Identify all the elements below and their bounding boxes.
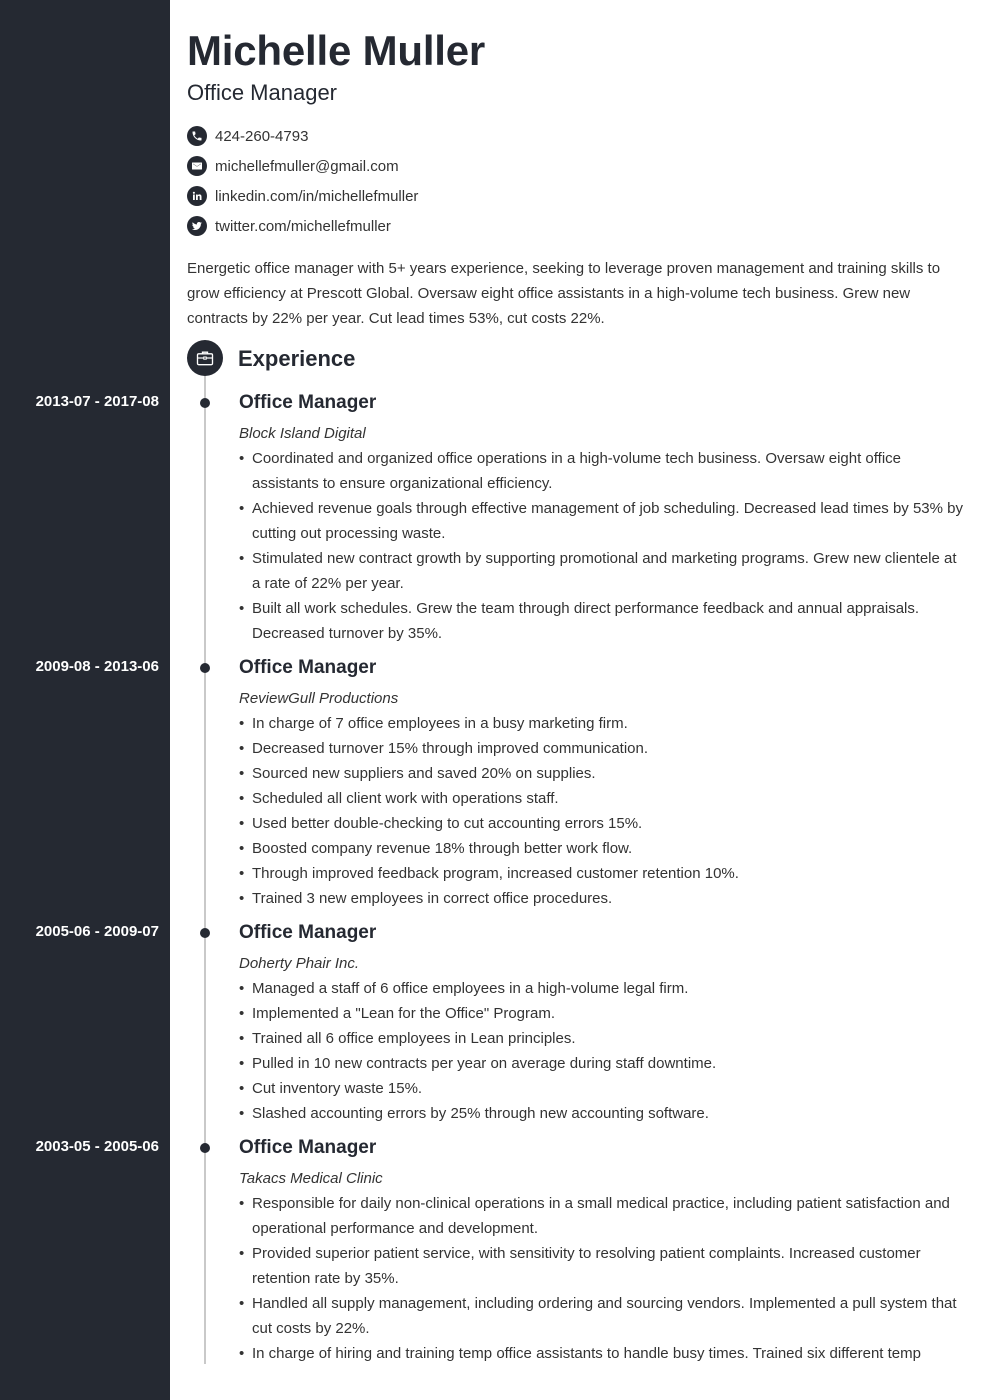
email-icon	[187, 156, 207, 176]
job-bullet: • Scheduled all client work with operations staff.	[239, 786, 969, 811]
job-bullet: • Responsible for daily non-clinical operations in a small medical practice, including patient satisfaction and operational performance and development.	[239, 1191, 969, 1241]
timeline-dot	[200, 928, 210, 938]
job-bullet: • Cut inventory waste 15%.	[239, 1076, 969, 1101]
twitter-icon	[187, 216, 207, 236]
job-bullet: • Provided superior patient service, with sensitivity to resolving patient complaints. Increased customer retention rate by 35%.	[239, 1241, 969, 1291]
job-bullets	[239, 711, 969, 911]
job-title: Office Manager	[239, 392, 377, 413]
job-bullet: • Achieved revenue goals through effective management of job scheduling. Decreased lead times by 53% by cutting out processing waste.	[239, 496, 969, 546]
sidebar	[0, 0, 170, 1400]
summary: Energetic office manager with 5+ years experience, seeking to leverage proven management and training skills to grow efficiency at Prescott Global. Oversaw eight office assistants in a high-volume tech business. Grew new contracts by 22% per year. Cut lead times 53%, cut costs 22%.	[187, 260, 941, 327]
job-bullet: • Boosted company revenue 18% through better work flow.	[239, 836, 969, 861]
contact-email	[187, 151, 418, 181]
job-bullet: • Built all work schedules. Grew the team through direct performance feedback and annual appraisals. Decreased turnover by 35%.	[239, 596, 969, 646]
timeline-dot	[200, 663, 210, 673]
job-bullet: • Used better double-checking to cut accounting errors 15%.	[239, 811, 969, 836]
job-bullet: • Stimulated new contract growth by supporting promotional and marketing programs. Grew new clientele at a rate of 22% per year.	[239, 546, 969, 596]
job-bullet: • Trained all 6 office employees in Lean principles.	[239, 1026, 969, 1051]
linkedin-icon	[187, 186, 207, 206]
experience-heading: Experience	[238, 346, 356, 371]
timeline-dot	[200, 1143, 210, 1153]
candidate-name: Michelle Muller	[187, 27, 486, 74]
job-company: Doherty Phair Inc.	[239, 955, 360, 972]
contact-text: twitter.com/michellefmuller	[215, 217, 391, 235]
candidate-title: Office Manager	[187, 80, 338, 105]
job-bullet: • Implemented a "Lean for the Office" Program.	[239, 1001, 969, 1026]
contact-linkedin	[187, 181, 418, 211]
job-bullet: • Coordinated and organized office operations in a high-volume tech business. Oversaw eight office assistants to ensure organizational efficiency.	[239, 446, 969, 496]
job-entry	[239, 921, 969, 1126]
job-bullets	[239, 1191, 969, 1366]
contact-text: linkedin.com/in/michellefmuller	[215, 187, 419, 205]
job-company: Block Island Digital	[239, 425, 366, 442]
job-dates: 2009-08 - 2013-06	[35, 658, 159, 675]
job-bullet: • In charge of 7 office employees in a busy marketing firm.	[239, 711, 969, 736]
job-title: Office Manager	[239, 922, 377, 943]
timeline-dot	[200, 398, 210, 408]
timeline-line	[204, 376, 206, 1364]
job-bullet: • Through improved feedback program, increased customer retention 10%.	[239, 861, 969, 886]
contact-text: michellefmuller@gmail.com	[215, 157, 399, 175]
contact-list	[187, 121, 418, 241]
contact-phone	[187, 121, 418, 151]
job-bullet: • In charge of hiring and training temp office assistants to handle busy times. Trained six different temp	[239, 1341, 969, 1366]
job-bullets	[239, 446, 969, 646]
contact-text: 424-260-4793	[215, 127, 309, 145]
phone-icon	[187, 126, 207, 146]
job-entry	[239, 656, 969, 911]
job-entry	[239, 391, 969, 646]
job-entry	[239, 1136, 969, 1366]
job-bullet: • Slashed accounting errors by 25% through new accounting software.	[239, 1101, 969, 1126]
job-title: Office Manager	[239, 1137, 377, 1158]
job-bullet: • Trained 3 new employees in correct office procedures.	[239, 886, 969, 911]
job-dates: 2005-06 - 2009-07	[35, 923, 159, 940]
job-bullet: • Managed a staff of 6 office employees in a high-volume legal firm.	[239, 976, 969, 1001]
job-company: Takacs Medical Clinic	[239, 1170, 383, 1187]
job-title: Office Manager	[239, 657, 377, 678]
job-bullet: • Handled all supply management, including ordering and sourcing vendors. Implemented a pull system that cut costs by 22%.	[239, 1291, 969, 1341]
contact-twitter	[187, 211, 418, 241]
job-bullet: • Sourced new suppliers and saved 20% on supplies.	[239, 761, 969, 786]
briefcase-icon	[187, 340, 223, 376]
job-dates: 2013-07 - 2017-08	[35, 393, 159, 410]
job-bullet: • Decreased turnover 15% through improved communication.	[239, 736, 969, 761]
job-bullet: • Pulled in 10 new contracts per year on average during staff downtime.	[239, 1051, 969, 1076]
job-bullets	[239, 976, 969, 1126]
job-company: ReviewGull Productions	[239, 690, 399, 707]
job-dates: 2003-05 - 2005-06	[35, 1138, 159, 1155]
